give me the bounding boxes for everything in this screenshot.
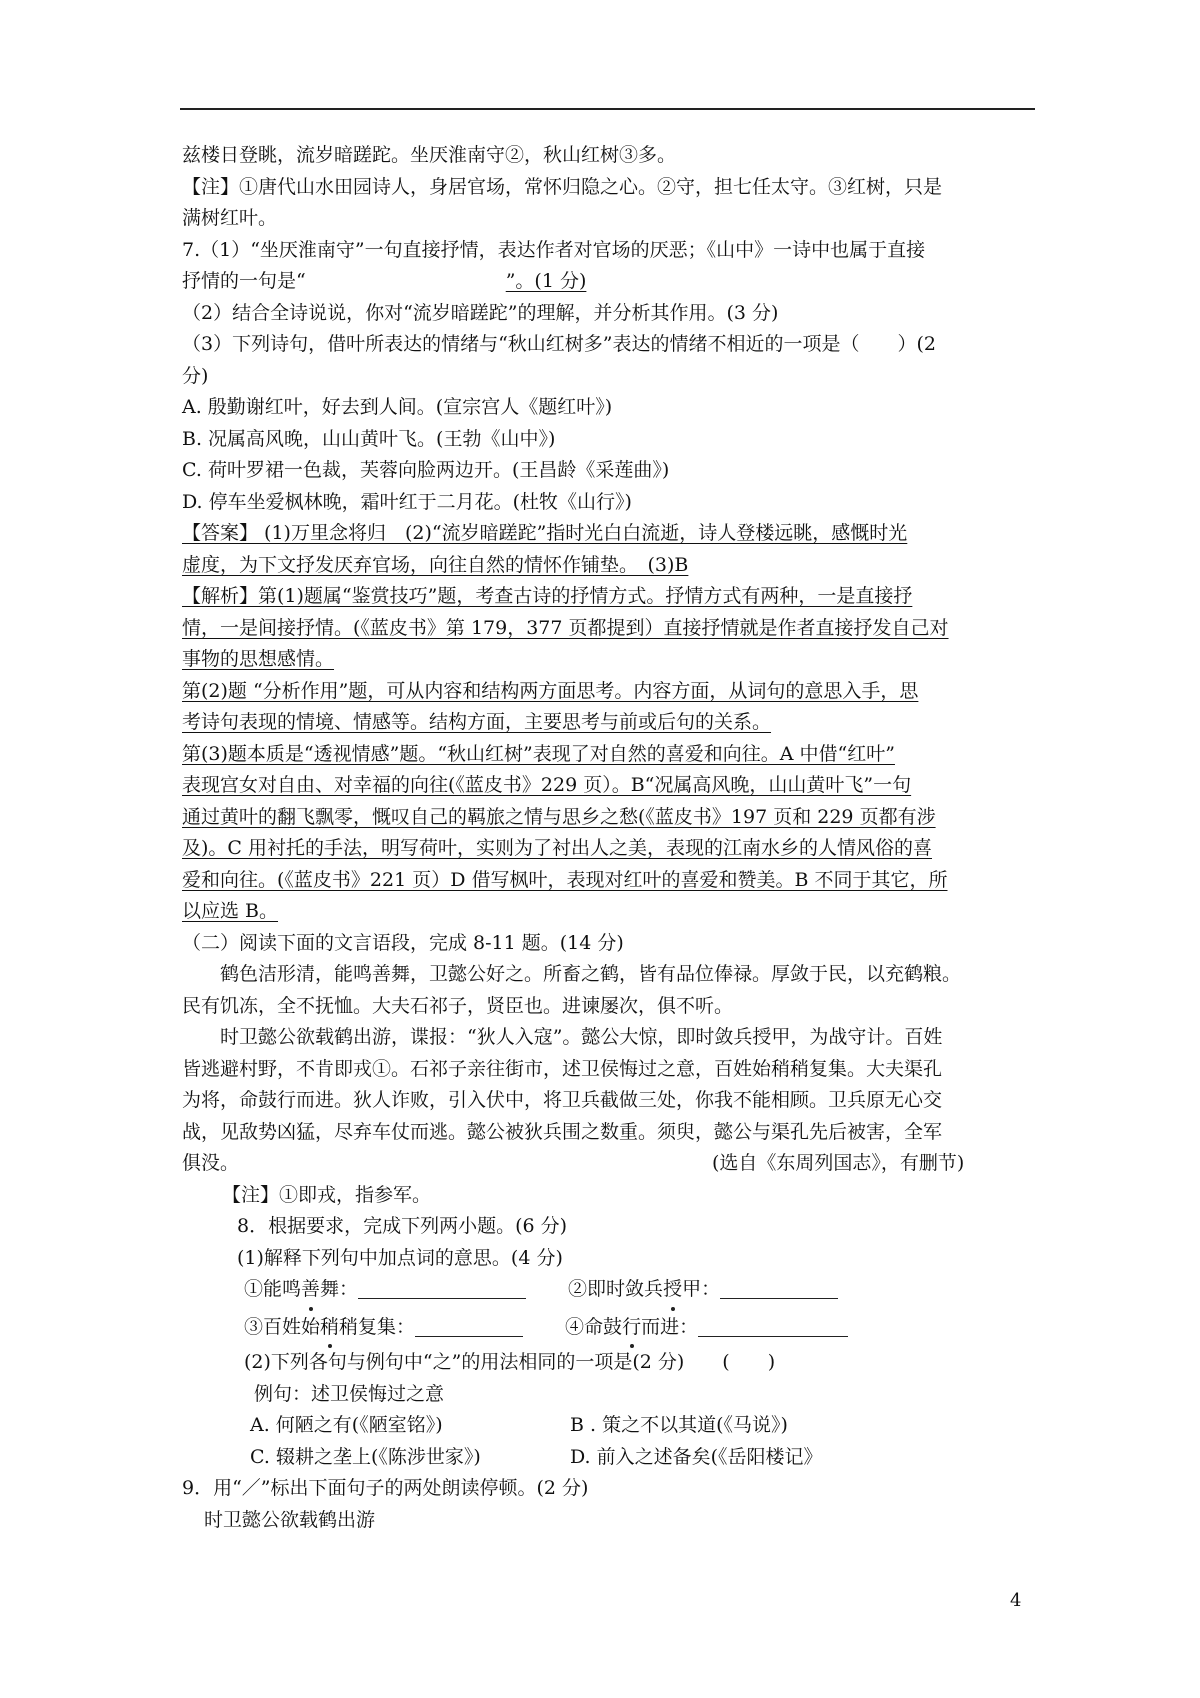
- analysis-line: 表现宫女对自由、对幸福的向往(《蓝皮书》229 页）。B“况属高风晚，山山黄叶飞”一句: [182, 774, 912, 796]
- passage-source: (选自《东周列国志》，有删节): [712, 1152, 965, 1174]
- option-a: A. 殷勤谢红叶，好去到人间。(宣宗宫人《题红叶》): [182, 396, 613, 418]
- analysis-line: 【解析】第(1)题属“鉴赏技巧”题，考查古诗的抒情方式。抒情方式有两种，一是直接抒: [182, 585, 913, 607]
- answer-line: 【答案】 (1)万里念将归 (2)“流岁暗蹉跎”指时光白白流逝，诗人登楼远眺，感慨时光: [182, 522, 908, 544]
- answer-blank[interactable]: [720, 1276, 838, 1299]
- option-c: C. 荷叶罗裙一色裁，芙蓉向脸两边开。(王昌龄《采莲曲》): [182, 459, 670, 481]
- answer-blank[interactable]: [306, 269, 506, 291]
- answer-blank[interactable]: [358, 1276, 526, 1299]
- question-8-title: 8．根据要求，完成下列两小题。(6 分): [237, 1215, 568, 1237]
- passage-line: 时卫懿公欲载鹤出游，谍报：“狄人入寇”。懿公大惊，即时敛兵授甲，为战守计。百姓: [220, 1026, 943, 1048]
- document-body: [182, 140, 1040, 1536]
- question-9-sentence: 时卫懿公欲载鹤出游: [204, 1508, 376, 1531]
- question-7-part3-line: （3）下列诗句，借叶所表达的情绪与“秋山红树多”表达的情绪不相近的一项是（ ）(2: [182, 333, 937, 355]
- passage-note: 【注】①即戎，指参军。: [222, 1183, 432, 1206]
- question-text: ”。(1 分): [505, 270, 587, 292]
- analysis-line: 事物的思想感情。: [182, 648, 335, 670]
- section-2-header: （二）阅读下面的文言语段，完成 8-11 题。(14 分): [182, 931, 624, 954]
- answer-blank[interactable]: [698, 1314, 848, 1337]
- question-8-part2: (2)下列各句与例句中“之”的用法相同的一项是(2 分) ( ): [244, 1351, 776, 1373]
- emphasis-dot-word: 授: [663, 1274, 682, 1306]
- q8-item-2: ②即时敛兵授甲：: [568, 1278, 720, 1300]
- passage-line: 皆逃避村野，不肯即戎①。石祁子亲往街市，述卫侯悔过之意，百姓始稍稍复集。大夫渠孔: [182, 1057, 943, 1080]
- question-8-items-row: [182, 1312, 1040, 1344]
- question-7-part3-line: 分): [182, 364, 209, 387]
- analysis-line: 以应选 B。: [182, 900, 279, 922]
- answer-blank[interactable]: [415, 1314, 523, 1337]
- poem-note-line: 满树红叶。: [182, 207, 278, 229]
- question-9-title: 9．用“／”标出下面句子的两处朗读停顿。(2 分): [182, 1477, 589, 1499]
- passage-line: 为将，命鼓行而进。狄人诈败，引入伏中，将卫兵截做三处，你我不能相顾。卫兵原无心交: [182, 1089, 943, 1111]
- question-8-items-row: [182, 1274, 1040, 1306]
- question-7-part1-line: 7.（1）“坐厌淮南守”一句直接抒情，表达作者对官场的厌恶；《山中》一诗中也属于直接: [182, 238, 926, 261]
- analysis-line: 情，一是间接抒情。(《蓝皮书》第 179，377 页都提到）直接抒情就是作者直接抒发自己对: [182, 616, 949, 639]
- question-7-part2: （2）结合全诗说说，你对“流岁暗蹉跎”的理解，并分析其作用。(3 分): [182, 301, 779, 324]
- q8-option-d: D. 前入之述备矣(《岳阳楼记》: [570, 1445, 823, 1468]
- analysis-line: 通过黄叶的翻飞飘零，慨叹自己的羁旅之情与思乡之愁(《蓝皮书》197 页和 229 页都有涉: [182, 805, 936, 828]
- q8-item-4: ④命鼓行而进：: [565, 1316, 698, 1338]
- analysis-line: 爱和向往。(《蓝皮书》221 页）D 借写枫叶，表现对红叶的喜爱和赞美。B 不同于其它，所: [182, 868, 948, 891]
- passage-text: 俱没。: [182, 1152, 240, 1174]
- passage-line: 战，见敌势凶猛，尽弃车仗而逃。懿公被狄兵围之数重。须臾，懿公与渠孔先后被害，全军: [182, 1120, 943, 1143]
- page-number: 4: [1010, 1590, 1022, 1611]
- poem-note-line: 【注】①唐代山水田园诗人，身居官场，常怀归隐之心。②守，担七任太守。③红树，只是: [182, 175, 943, 198]
- emphasis-dot-word: 善: [301, 1274, 320, 1306]
- q8-item-3: ③百姓始稍稍复集：: [244, 1316, 415, 1338]
- poem-line: 兹楼日登眺，流岁暗蹉跎。坐厌淮南守②，秋山红树③多。: [182, 144, 677, 166]
- option-b: B. 况属高风晚，山山黄叶飞。(王勃《山中》): [182, 427, 556, 450]
- answer-line: 虚度，为下文抒发厌弃官场，向往自然的情怀作铺垫。 (3)B: [182, 553, 689, 576]
- passage-line: 鹤色洁形清，能鸣善舞，卫懿公好之。所畜之鹤，皆有品位俸禄。厚敛于民，以充鹤粮。: [220, 963, 962, 985]
- question-8-options-row: [182, 1410, 1040, 1442]
- q8-option-a: A. 何陋之有(《陋室铭》): [250, 1414, 443, 1436]
- question-7-part1-line: [182, 266, 1040, 298]
- question-text: 抒情的一句是“: [182, 270, 306, 292]
- question-8-options-row: [182, 1442, 1040, 1474]
- analysis-line: 第(3)题本质是“透视情感”题。“秋山红树”表现了对自然的喜爱和向往。A 中借“红叶”: [182, 742, 895, 765]
- passage-line: 民有饥冻，全不抚恤。大夫石祁子，贤臣也。进谏屡次，俱不听。: [182, 994, 734, 1017]
- emphasis-dot-word: 行: [622, 1312, 641, 1344]
- option-d: D. 停车坐爱枫林晚，霜叶红于二月花。(杜牧《山行》): [182, 490, 632, 513]
- analysis-line: 考诗句表现的情境、情感等。结构方面，主要思考与前或后句的关系。: [182, 711, 772, 733]
- question-8-part1: (1)解释下列句中加点词的意思。(4 分): [237, 1246, 563, 1269]
- q8-option-c: C. 辍耕之垄上(《陈涉世家》): [250, 1445, 481, 1468]
- q8-item-1: ①能鸣善舞：: [244, 1278, 358, 1300]
- answer-blank-segment[interactable]: [306, 270, 587, 292]
- q8-option-b: B . 策之不以其道(《马说》): [570, 1414, 788, 1436]
- analysis-line: 及)。C 用衬托的手法，明写荷叶，实则为了衬出人之美，表现的江南水乡的人情风俗的喜: [182, 837, 932, 859]
- emphasis-dot-word: 稍: [320, 1312, 339, 1344]
- passage-line: [182, 1148, 1040, 1180]
- analysis-line: 第(2)题 “分析作用”题，可从内容和结构两方面思考。内容方面，从词句的意思入手，思: [182, 679, 919, 702]
- header-rule: [180, 108, 1035, 110]
- question-8-example: 例句：述卫侯悔过之意: [254, 1382, 445, 1405]
